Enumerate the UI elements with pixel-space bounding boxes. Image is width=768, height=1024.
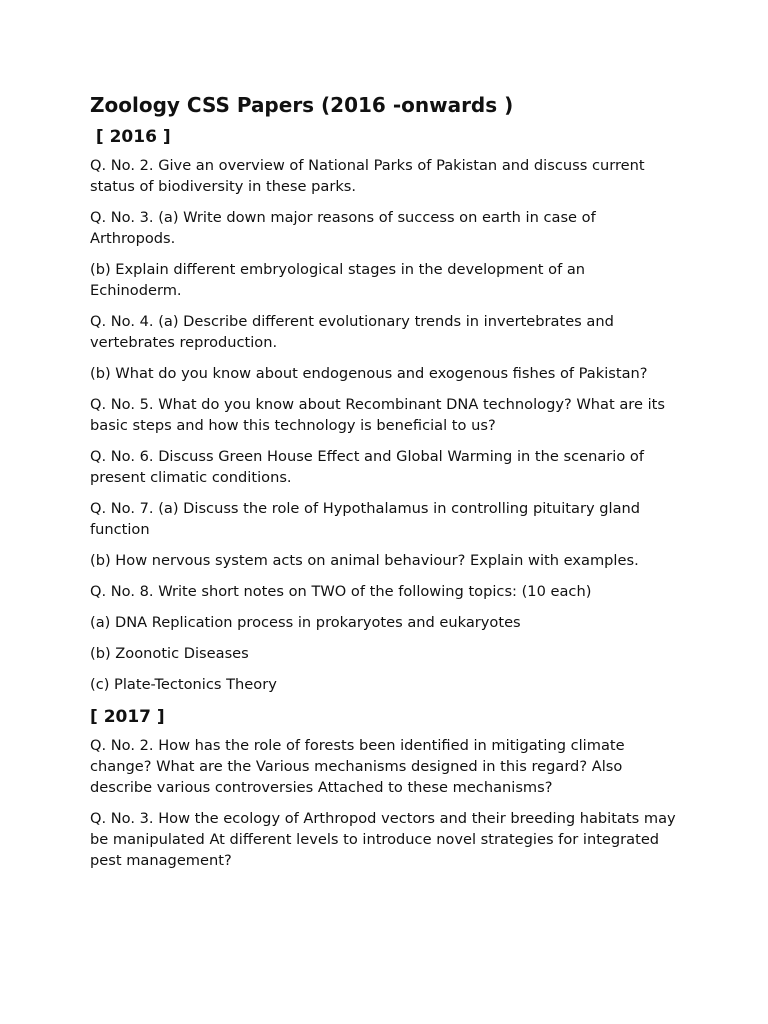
section-heading-2017: [ 2017 ] [90, 707, 165, 727]
section-heading-2016: [ 2016 ] [90, 127, 171, 147]
question-2016-q7b: (b) How nervous system acts on animal behaviour? Explain with examples. [90, 552, 639, 569]
document-page [90, 91, 680, 881]
question-2016-q8c: (c) Plate-Tectonics Theory [90, 676, 277, 693]
question-2016-q3a: Q. No. 3. (a) Write down major reasons of success on earth in case of Arthropods. [90, 209, 596, 247]
question-2016-q4a: Q. No. 4. (a) Describe different evolutionary trends in invertebrates and vertebrates reproduction. [90, 313, 614, 351]
question-2016-q8b: (b) Zoonotic Diseases [90, 645, 249, 662]
question-2016-q4b: (b) What do you know about endogenous and exogenous fishes of Pakistan? [90, 365, 648, 382]
question-2017-q3: Q. No. 3. How the ecology of Arthropod vectors and their breeding habitats may be manipulated At different levels to introduce novel strategies for integrated pest management? [90, 810, 676, 869]
question-2016-q8: Q. No. 8. Write short notes on TWO of the following topics: (10 each) [90, 583, 592, 600]
document-title: Zoology CSS Papers (2016 -onwards ) [90, 93, 514, 117]
question-2016-q6: Q. No. 6. Discuss Green House Effect and Global Warming in the scenario of present climatic conditions. [90, 448, 644, 486]
question-2016-q8a: (a) DNA Replication process in prokaryotes and eukaryotes [90, 614, 521, 631]
question-2016-q2: Q. No. 2. Give an overview of National Parks of Pakistan and discuss current status of biodiversity in these parks. [90, 157, 645, 195]
section-2017 [90, 705, 680, 871]
question-2016-q3b: (b) Explain different embryological stages in the development of an Echinoderm. [90, 261, 586, 299]
question-2017-q2: Q. No. 2. How has the role of forests been identified in mitigating climate change? What are the Various mechanisms designed in this regard? Also describe various controversies Attached to these mechanisms? [90, 737, 625, 796]
question-2016-q7a: Q. No. 7. (a) Discuss the role of Hypothalamus in controlling pituitary gland function [90, 500, 641, 538]
question-2016-q5: Q. No. 5. What do you know about Recombinant DNA technology? What are its basic steps and how this technology is beneficial to us? [90, 396, 665, 434]
section-2016 [90, 125, 680, 695]
